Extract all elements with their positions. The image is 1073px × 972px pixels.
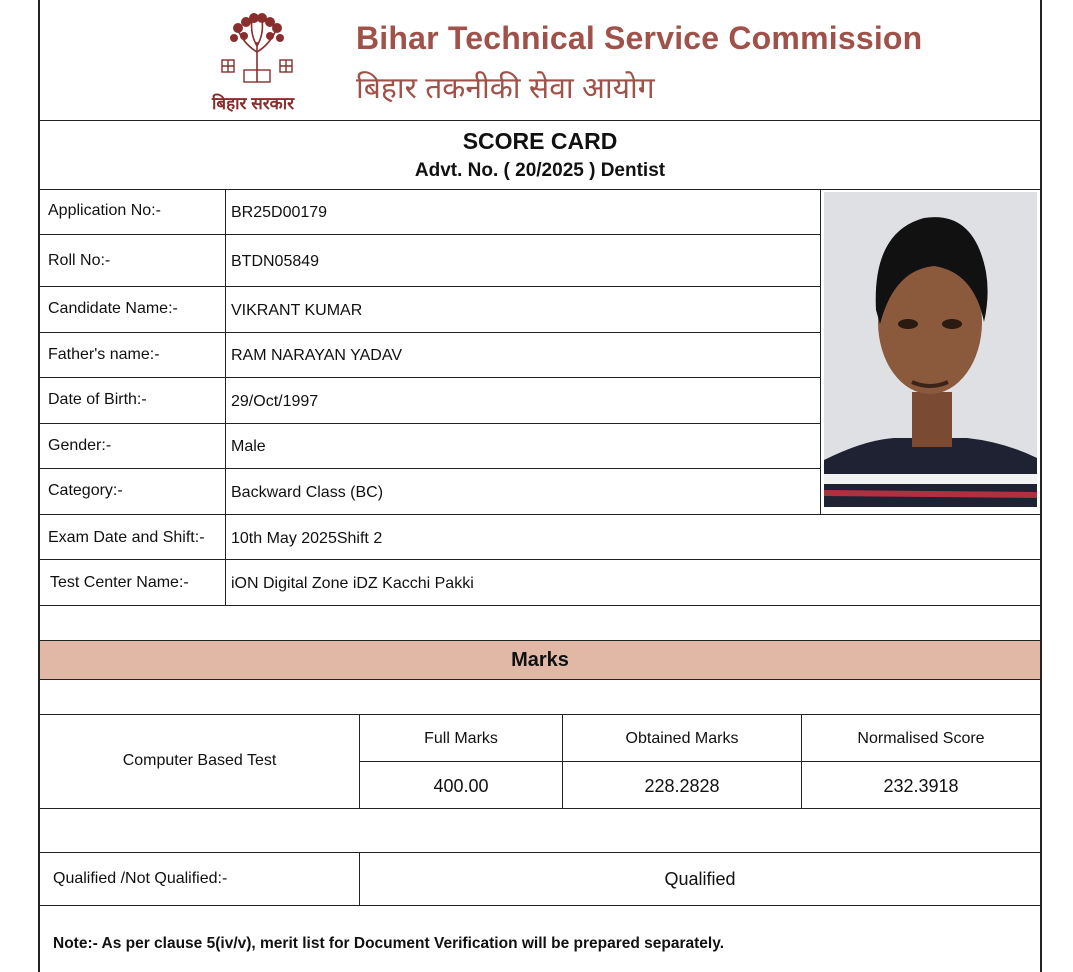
marks-section-title: Marks: [511, 649, 569, 671]
father-name-label: Father's name:-: [48, 346, 160, 363]
full-marks-header: Full Marks: [424, 730, 498, 747]
candidate-photo: [824, 192, 1037, 507]
merit-list-note: Note:- As per clause 5(iv/v), merit list for Document Verification will be prepared separately.: [53, 935, 725, 952]
divider: [38, 286, 820, 287]
gender-value: Male: [231, 438, 266, 455]
category-label: Category:-: [48, 482, 123, 499]
bihar-government-emblem-icon: [214, 12, 300, 92]
father-name-value: RAM NARAYAN YADAV: [231, 347, 402, 364]
divider: [359, 761, 1042, 762]
category-value: Backward Class (BC): [231, 484, 384, 501]
normalised-score-value: 232.3918: [883, 776, 959, 796]
normalised-score-header: Normalised Score: [857, 730, 985, 747]
divider: [38, 808, 1042, 809]
divider: [38, 679, 1042, 680]
divider: [38, 189, 1042, 190]
candidate-name-label: Candidate Name:-: [48, 300, 178, 317]
divider: [38, 559, 1042, 560]
gender-label: Gender:-: [48, 437, 112, 454]
divider: [38, 332, 820, 333]
qualified-label: Qualified /Not Qualified:-: [53, 870, 228, 887]
organization-name-hindi: बिहार तकनीकी सेवा आयोग: [356, 72, 655, 105]
candidate-name-value: VIKRANT KUMAR: [231, 302, 363, 319]
divider: [38, 714, 1042, 715]
full-marks-value: 400.00: [433, 776, 489, 796]
organization-name-english: Bihar Technical Service Commission: [356, 20, 923, 56]
advertisement-number: Advt. No. ( 20/2025 ) Dentist: [414, 160, 666, 181]
test-center-label: Test Center Name:-: [50, 574, 189, 591]
divider: [38, 423, 820, 424]
obtained-marks-value: 228.2828: [644, 776, 720, 796]
roll-no-label: Roll No:-: [48, 252, 111, 269]
application-no-value: BR25D00179: [231, 204, 328, 221]
exam-date-label: Exam Date and Shift:-: [48, 529, 205, 546]
qualified-status: Qualified: [664, 869, 736, 889]
dob-value: 29/Oct/1997: [231, 393, 319, 410]
column-divider: [820, 189, 821, 514]
emblem-caption: बिहार सरकार: [212, 94, 295, 113]
divider: [38, 905, 1042, 906]
application-no-label: Application No:-: [48, 202, 161, 219]
divider: [38, 377, 820, 378]
divider: [38, 514, 1042, 515]
divider: [38, 605, 1042, 606]
divider: [38, 468, 820, 469]
roll-no-value: BTDN05849: [231, 253, 320, 270]
column-divider: [225, 189, 226, 605]
test-center-value: iON Digital Zone iDZ Kacchi Pakki: [231, 575, 474, 592]
exam-date-value: 10th May 2025Shift 2: [231, 530, 383, 547]
obtained-marks-header: Obtained Marks: [625, 730, 739, 747]
score-card-heading: SCORE CARD: [462, 128, 618, 154]
divider: [38, 852, 1042, 853]
divider: [38, 120, 1042, 121]
divider: [38, 234, 820, 235]
dob-label: Date of Birth:-: [48, 391, 147, 408]
computer-based-test-label: Computer Based Test: [122, 752, 277, 769]
